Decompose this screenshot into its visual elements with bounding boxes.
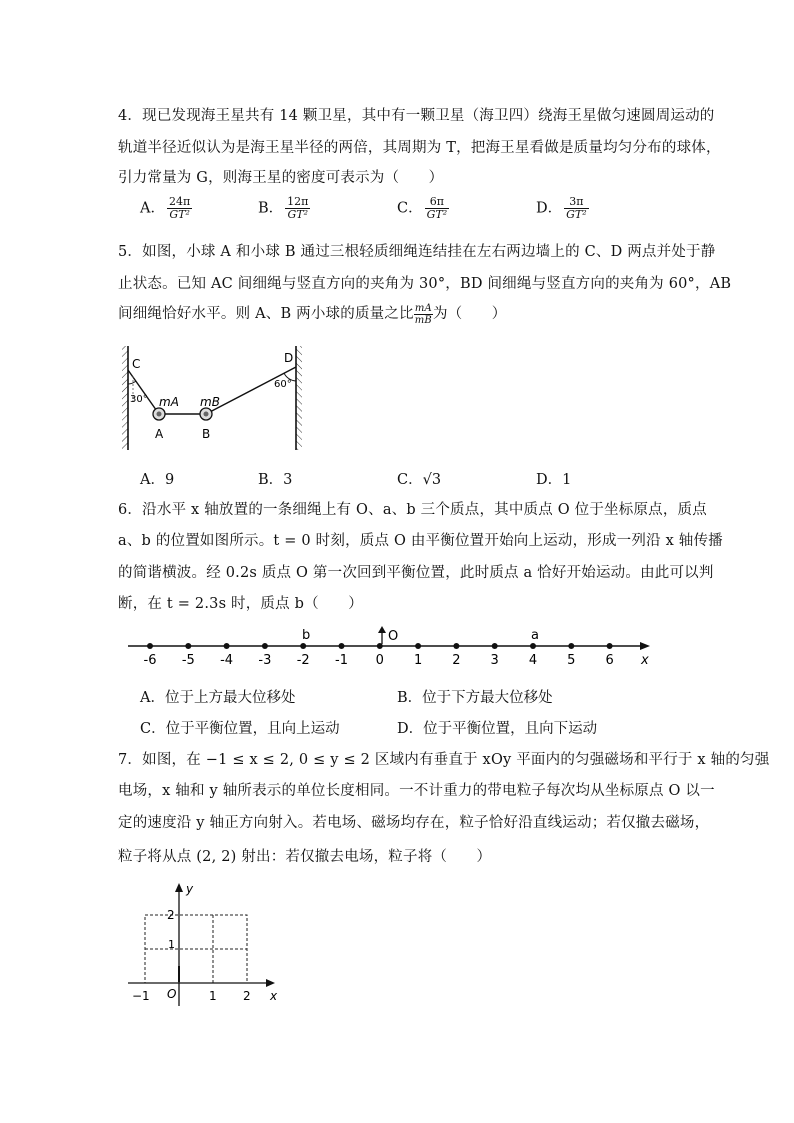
right-wall-hatch	[296, 346, 302, 450]
label-x2: 2	[243, 989, 251, 1003]
axis-tick-label: 0	[375, 653, 384, 668]
axis-point	[492, 643, 498, 649]
o-up-arrow-head	[378, 626, 386, 633]
axis-point	[300, 643, 306, 649]
label-x: x	[270, 989, 278, 1003]
axis-tick-label: 1	[413, 653, 423, 668]
q6-option-d[interactable]: D．位于平衡位置，且向下运动	[397, 721, 598, 737]
label-ma: mA	[159, 395, 179, 409]
axis-point	[147, 643, 153, 649]
label-angle-30: 30°	[130, 394, 148, 405]
q5-line-2: 止状态。已知 AC 间细绳与竖直方向的夹角为 30°，BD 间细绳与竖直方向的夹角为 60°，AB	[118, 276, 732, 292]
q6-option-a[interactable]: A．位于上方最大位移处	[140, 690, 296, 706]
q5-option-a[interactable]: A．9	[140, 472, 175, 488]
q7-coordinate-figure	[120, 878, 290, 1008]
axis-point	[530, 643, 536, 649]
q5-option-d[interactable]: D．1	[536, 472, 572, 488]
option-label: A．	[140, 200, 165, 217]
q4-option-c[interactable]	[397, 196, 449, 221]
axis-tick-label: -6	[143, 653, 157, 668]
axis-tick-label: 2	[452, 653, 461, 668]
angle-arc-left	[128, 381, 136, 384]
q4-line-1: 4．现已发现海王星共有 14 颗卫星，其中有一颗卫星（海卫四）绕海王星做匀速圆周运动的	[118, 108, 715, 124]
axis-point	[453, 643, 459, 649]
q5-figure	[110, 340, 320, 452]
label-b: B	[202, 427, 211, 441]
label-o: O	[388, 629, 399, 644]
q6-line-2: a、b 的位置如图所示。t = 0 时刻，质点 O 由平衡位置开始向上运动，形成一列沿 x 轴传播	[118, 533, 723, 549]
axis-tick-label: 5	[567, 653, 576, 668]
q4-line-2: 轨道半径近似认为是海王星半径的两倍，其周期为 T，把海王星看做是质量均匀分布的球体，	[118, 140, 721, 156]
q6-option-b[interactable]: B．位于下方最大位移处	[397, 690, 553, 706]
axis-point	[415, 643, 421, 649]
q6-option-c[interactable]: C．位于平衡位置，且向上运动	[140, 721, 340, 737]
axis-tick-label: -3	[258, 653, 272, 668]
label-xm1: −1	[132, 989, 150, 1003]
axis-tick-label: 4	[528, 653, 538, 668]
option-label: D．	[536, 200, 563, 217]
axis-tick-label: -2	[296, 653, 310, 668]
label-b: b	[302, 628, 311, 643]
q6-line-3: 的简谐横波。经 0.2s 质点 O 第一次回到平衡位置，此时质点 a 恰好开始运动。由此可以判	[118, 565, 714, 581]
label-d: D	[284, 351, 294, 365]
q7-line-3: 定的速度沿 y 轴正方向射入。若电场、磁场均存在，粒子恰好沿直线运动；若仅撤去磁场，	[118, 815, 710, 831]
q5-line-1: 5．如图，小球 A 和小球 B 通过三根轻质细绳连结挂在左右两边墙上的 C、D 两点并处于静	[118, 244, 716, 260]
axis-tick-label: -1	[335, 653, 348, 668]
mass-ratio: $\frac{mA}{mB}$	[414, 302, 432, 326]
label-y1: 1	[168, 938, 175, 951]
q7-line-1: 7．如图，在 −1 ≤ x ≤ 2, 0 ≤ y ≤ 2 区域内有垂直于 xOy 平面内的匀强磁场和平行于 x 轴的匀强	[118, 752, 770, 768]
left-wall-hatch	[122, 346, 128, 450]
axis-tick-label: 3	[490, 653, 499, 668]
q7-line-4: 粒子将从点 (2, 2) 射出：若仅撤去电场，粒子将（ ）	[118, 849, 492, 865]
label-a: A	[155, 427, 164, 441]
axis-point	[185, 643, 191, 649]
q4-line-3: 引力常量为 G，则海王星的密度可表示为（ ）	[118, 170, 444, 186]
q6-number-line	[120, 622, 660, 672]
x-axis-arrow	[266, 979, 275, 987]
axis-point	[224, 643, 230, 649]
label-y2: 2	[167, 908, 175, 922]
label-x: x	[641, 653, 649, 668]
axis-tick-label: -5	[181, 653, 195, 668]
q4-option-d[interactable]	[536, 196, 589, 221]
axis-tick-label: 6	[605, 653, 614, 668]
q7-line-2: 电场，x 轴和 y 轴所表示的单位长度相同。一不计重力的带电粒子每次均从坐标原点 O 以一	[118, 783, 715, 799]
option-fraction: $\frac{24\pi}{\text{GT²}}$	[168, 195, 191, 221]
label-mb: mB	[200, 395, 220, 409]
option-label: C．	[397, 200, 423, 217]
axis-point	[339, 643, 345, 649]
label-o: O	[167, 987, 177, 1001]
option-fraction: $\frac{6\pi}{\text{GT²}}$	[426, 195, 448, 221]
option-label: B．	[258, 200, 284, 217]
label-a: a	[531, 628, 539, 643]
option-fraction: $\frac{3\pi}{\text{GT²}}$	[566, 195, 587, 221]
axis-point	[607, 643, 613, 649]
label-y: y	[186, 882, 194, 896]
q6-line-4: 断，在 t = 2.3s 时，质点 b（ ）	[118, 596, 363, 612]
label-angle-60: 60°	[274, 379, 292, 390]
option-fraction: $\frac{12\pi}{\text{GT²}}$	[287, 195, 309, 221]
x-axis-arrow	[640, 642, 650, 650]
q5-option-b[interactable]: B．3	[258, 472, 293, 488]
axis-tick-label: -4	[220, 653, 234, 668]
y-axis-arrow	[175, 883, 183, 892]
axis-point	[568, 643, 574, 649]
axis-point	[262, 643, 268, 649]
q5-option-c[interactable]: C．√3	[397, 472, 442, 488]
q6-line-1: 6．沿水平 x 轴放置的一条细绳上有 O、a、b 三个质点，其中质点 O 位于坐标原点，质点	[118, 502, 707, 518]
ball-a-core	[157, 412, 162, 417]
label-x1: 1	[209, 989, 217, 1003]
q5-line-3: 间细绳恰好水平。则 A、B 两小球的质量之比 $\frac{mA}{mB}$ 为（ ）	[118, 302, 507, 326]
label-c: C	[132, 357, 141, 371]
q4-option-b[interactable]	[258, 196, 310, 221]
ball-b-core	[204, 412, 209, 417]
q4-option-a[interactable]	[140, 196, 192, 221]
